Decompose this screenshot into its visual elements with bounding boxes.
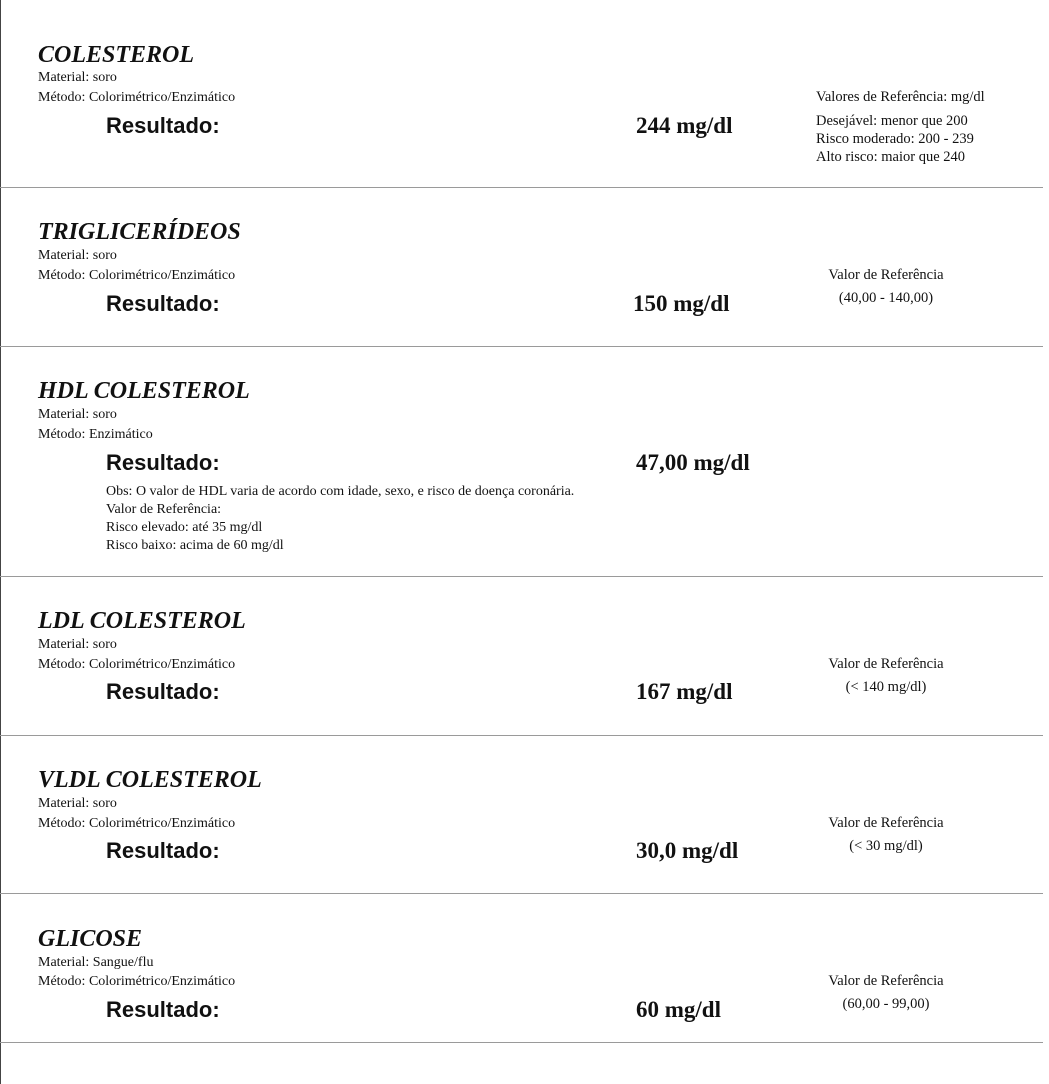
section-divider [0, 735, 1043, 736]
section-divider [0, 1042, 1043, 1043]
test-title: HDL COLESTEROL [38, 378, 250, 404]
result-label: Resultado: [106, 450, 220, 475]
test-method: Método: Colorimétrico/Enzimático [38, 268, 236, 283]
observation-line: Valor de Referência: [106, 502, 222, 517]
result-value: 150 mg/dl [633, 291, 730, 316]
section-divider [0, 576, 1043, 577]
result-value: 30,0 mg/dl [636, 838, 739, 863]
observation-line: Obs: O valor de HDL varia de acordo com idade, sexo, e risco de doença coronária. [106, 484, 575, 499]
test-title: LDL COLESTEROL [38, 608, 246, 634]
result-value: 47,00 mg/dl [636, 450, 750, 475]
result-label: Resultado: [106, 113, 220, 138]
result-value: 60 mg/dl [636, 997, 721, 1022]
test-method: Método: Colorimétrico/Enzimático [38, 90, 236, 105]
reference-header: Valor de Referência [828, 267, 944, 283]
observation-line: Risco baixo: acima de 60 mg/dl [106, 538, 284, 553]
reference-line: (60,00 - 99,00) [842, 996, 930, 1012]
section-divider [0, 346, 1043, 347]
section-divider [0, 893, 1043, 894]
reference-line: Desejável: menor que 200 [816, 113, 968, 129]
result-label: Resultado: [106, 997, 220, 1022]
page-left-border [0, 0, 1, 1084]
result-value: 167 mg/dl [636, 679, 733, 704]
reference-line: (40,00 - 140,00) [838, 290, 934, 306]
reference-header: Valor de Referência [828, 973, 944, 989]
test-material: Material: soro [38, 70, 117, 85]
reference-line: Risco moderado: 200 - 239 [816, 131, 974, 147]
test-title: VLDL COLESTEROL [38, 767, 262, 793]
test-material: Material: soro [38, 248, 117, 263]
reference-line: Alto risco: maior que 240 [816, 149, 966, 165]
test-material: Material: soro [38, 637, 117, 652]
reference-header: Valor de Referência [828, 815, 944, 831]
test-title: TRIGLICERÍDEOS [38, 219, 241, 245]
test-title: GLICOSE [38, 926, 143, 952]
test-method: Método: Enzimático [38, 427, 153, 442]
test-title: COLESTEROL [38, 42, 195, 68]
reference-line: (< 30 mg/dl) [849, 838, 923, 854]
result-label: Resultado: [106, 838, 220, 863]
reference-line: (< 140 mg/dl) [845, 679, 927, 695]
result-label: Resultado: [106, 679, 220, 704]
test-material: Material: Sangue/flu [38, 955, 154, 970]
test-method: Método: Colorimétrico/Enzimático [38, 974, 236, 989]
reference-header: Valor de Referência [828, 656, 944, 672]
reference-header: Valores de Referência: mg/dl [816, 89, 985, 105]
test-material: Material: soro [38, 407, 117, 422]
observation-line: Risco elevado: até 35 mg/dl [106, 520, 263, 535]
section-divider [0, 187, 1043, 188]
test-method: Método: Colorimétrico/Enzimático [38, 657, 236, 672]
result-value: 244 mg/dl [636, 113, 733, 138]
result-label: Resultado: [106, 291, 220, 316]
test-material: Material: soro [38, 796, 117, 811]
test-method: Método: Colorimétrico/Enzimático [38, 816, 236, 831]
